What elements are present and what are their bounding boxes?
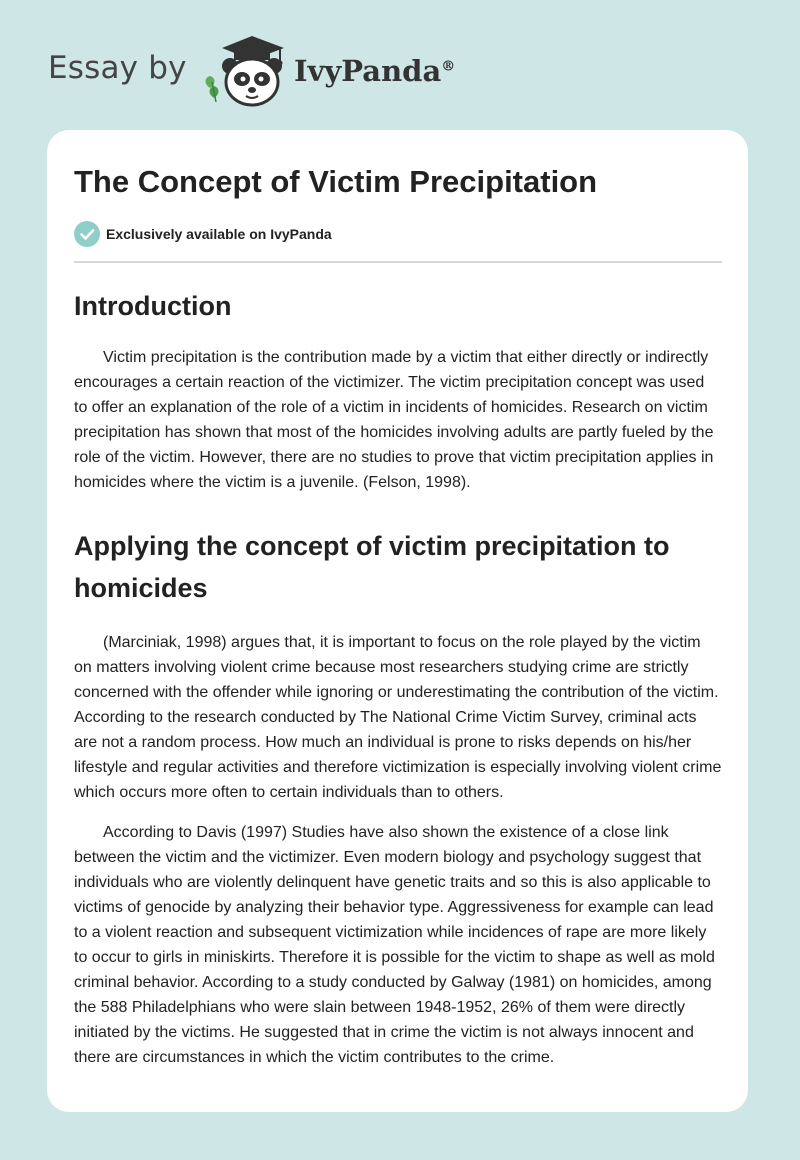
panda-logo-icon xyxy=(200,32,290,110)
badge-text: Exclusively available on IvyPanda xyxy=(106,226,332,242)
exclusive-badge xyxy=(74,221,332,247)
essay-card xyxy=(47,130,748,1112)
divider xyxy=(74,261,722,263)
page-title: The Concept of Victim Precipitation xyxy=(74,164,598,199)
brand-prefix: Essay by xyxy=(48,50,187,86)
section-heading-introduction: Introduction xyxy=(74,291,232,321)
check-circle-icon xyxy=(74,221,100,247)
paragraph: According to Davis (1997) Studies have also shown the existence of a close link between the victim and the victimizer. Even modern biology and psychology suggest that individuals who are violently delinquent have genetic traits and so this is also applicable to victims of genocide by analyzing their behavior type. Aggressiveness for example can lead to a violent reaction and subsequent victimization while incidences of rape are more likely to occur to girls in miniskirts. Therefore it is possible for the victim to shape as well as mold criminal behavior. According to a study conducted by Galway (1981) on homicides, among the 588 Philadelphians who were slain between 1948-1952, 26% of them were directly initiated by the victims. He suggested that in crime the victim is not always innocent and there are circumstances in which the victim contributes to the crime. xyxy=(74,824,715,1066)
section-heading-applying: Applying the concept of victim precipitation to homicides xyxy=(74,531,670,603)
paragraph: (Marciniak, 1998) argues that, it is important to focus on the role played by the victim on matters involving violent crime because most researchers studying crime are strictly concerned with the offender while ignoring or underestimating the contribution of the victim. According to the research conducted by The National Crime Victim Survey, criminal acts are not a random process. How much an individual is prone to risks depends on his/her lifestyle and regular activities and therefore victimization is especially involving violent crime which occurs more often to certain individuals than to others. xyxy=(74,634,722,801)
paragraph: Victim precipitation is the contribution made by a victim that either directly or indirectly encourages a certain reaction of the victimizer. The victim precipitation concept was used to offer an explanation of the role of a victim in incidents of homicides. Research on victim precipitation has shown that most of the homicides involving adults are partly fueled by the role of the victim. However, there are no studies to prove that victim precipitation applies in homicides where the victim is a juvenile. (Felson, 1998). xyxy=(74,349,714,491)
brand-name: IvyPanda® xyxy=(294,54,456,88)
article-body xyxy=(74,285,722,1085)
brand-header xyxy=(48,30,468,110)
